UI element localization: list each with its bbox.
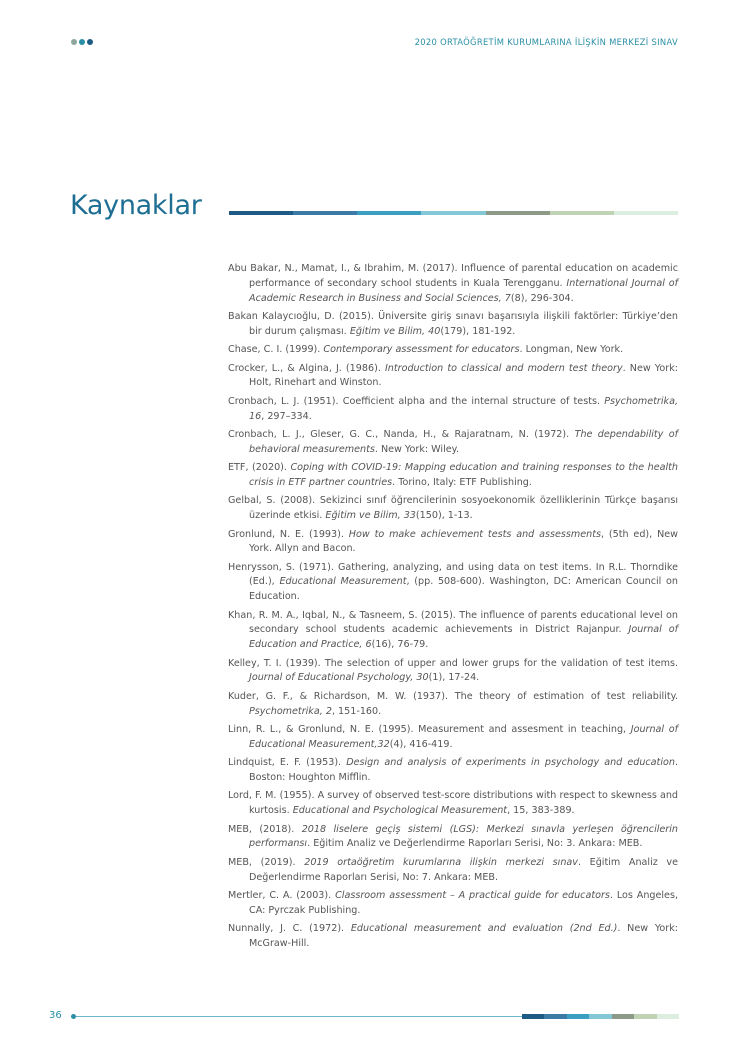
reference-item: Kuder, G. F., & Richardson, M. W. (1937). The theory of estimation of test reliability. Psychometrika, 2, 151-160. xyxy=(228,690,678,717)
header-dot xyxy=(79,39,85,45)
reference-item: Khan, R. M. A., Iqbal, N., & Tasneem, S. (2015). The influence of parents educational level on secondary school students academic achievements in District Rajanpur. Journal of Education and Practice, 6(16), 76-79. xyxy=(228,609,678,651)
running-header: 2020 ORTAÖĞRETİM KURUMLARINA İLİŞKİN MERKEZİ SINAV xyxy=(414,37,678,47)
reference-item: Cronbach, L. J. (1951). Coefficient alpha and the internal structure of tests. Psychometrika, 16, 297–334. xyxy=(228,395,678,422)
rule-segment xyxy=(486,211,550,215)
rule-segment xyxy=(229,211,293,215)
section-color-rule xyxy=(229,211,678,215)
reference-item: Nunnally, J. C. (1972). Educational measurement and evaluation (2nd Ed.). New York: McGraw-Hill. xyxy=(228,923,679,949)
header-dots xyxy=(71,39,93,45)
footer-rule-segment xyxy=(612,1014,634,1019)
footer-rule-segment xyxy=(544,1014,566,1019)
rule-segment xyxy=(421,211,485,215)
footer-rule-segment xyxy=(589,1014,611,1019)
reference-item: Bakan Kalaycıoğlu, D. (2015). Üniversite giriş sınavı başarısıyla ilişkili faktörler: Türkiye’den bir durum çalışması. Eğitim ve Bilim, 40(179), 181-192. xyxy=(228,310,678,337)
page-number: 36 xyxy=(49,1010,62,1021)
reference-item: Gelbal, S. (2008). Sekizinci sınıf öğrencilerinin sosyoekonomik özelliklerinin Türkçe başarısı üzerinde etkisi. Eğitim ve Bilim, 33(150), 1-13. xyxy=(228,495,678,522)
footer-rule-segment xyxy=(522,1014,544,1019)
footer-rule-segment xyxy=(567,1014,589,1019)
reference-item: Mertler, C. A. (2003). Classroom assessment – A practical guide for educators. Los Angeles, CA: Pyrczak Publishing. xyxy=(228,889,679,916)
reference-item: Linn, R. L., & Gronlund, N. E. (1995). Measurement and assesment in teaching, Journal of Educational Measurement,32(4), 416-419. xyxy=(228,724,679,750)
section-title: Kaynaklar xyxy=(70,190,202,221)
reference-item: ETF, (2020). Coping with COVID-19: Mapping education and training responses to the health crisis in ETF partner countries. Torino, Italy: ETF Publishing. xyxy=(228,462,678,488)
header-dot xyxy=(87,39,93,45)
rule-segment xyxy=(357,211,421,215)
rule-segment xyxy=(614,211,678,215)
reference-item: Cronbach, L. J., Gleser, G. C., Nanda, H., & Rajaratnam, N. (1972). The dependability of behavioral measurements. New York: Wiley. xyxy=(228,428,678,455)
rule-segment xyxy=(550,211,614,215)
reference-item: Lindquist, E. F. (1953). Design and analysis of experiments in psychology and education. Boston: Houghton Mifflin. xyxy=(228,757,678,784)
footer-line xyxy=(76,1016,522,1017)
reference-item: MEB, (2018). 2018 liselere geçiş sistemi (LGS): Merkezi sınavla yerleşen öğrencilerin performansı. Eğitim Analiz ve Değerlendirme Raporları Serisi, No: 3. Ankara: MEB. xyxy=(228,823,678,850)
header-dot xyxy=(71,39,77,45)
reference-item: Kelley, T. I. (1939). The selection of upper and lower grups for the validation of test items. Journal of Educational Psychology, 30(1), 17-24. xyxy=(228,657,678,684)
reference-item: Lord, F. M. (1955). A survey of observed test-score distributions with respect to skewness and kurtosis. Educational and Psychological Measurement, 15, 383-389. xyxy=(228,790,678,817)
reference-item: Crocker, L., & Algina, J. (1986). Introduction to classical and modern test theory. New York: Holt, Rinehart and Winston. xyxy=(228,362,678,389)
rule-segment xyxy=(293,211,357,215)
reference-item: Gronlund, N. E. (1993). How to make achievement tests and assessments, (5th ed), New York. Allyn and Bacon. xyxy=(228,528,678,555)
footer-rule-segment xyxy=(634,1014,656,1019)
reference-item: Henrysson, S. (1971). Gathering, analyzing, and using data on test items. In R.L. Thorndike (Ed.), Educational Measurement, (pp. 508-600). Washington, DC: American Council on Education. xyxy=(228,561,678,603)
reference-list xyxy=(228,262,678,955)
footer-color-rule xyxy=(522,1014,679,1019)
reference-item: Abu Bakar, N., Mamat, I., & Ibrahim, M. (2017). Influence of parental education on academic performance of secondary school students in Kuala Terengganu. International Journal of Academic Research in Business and Social Sciences, 7(8), 296-304. xyxy=(228,263,678,304)
reference-item: Chase, C. I. (1999). Contemporary assessment for educators. Longman, New York. xyxy=(228,344,624,356)
reference-item: MEB, (2019). 2019 ortaöğretim kurumlarına ilişkin merkezi sınav. Eğitim Analiz ve Değerlendirme Raporları Serisi, No: 7. Ankara: MEB. xyxy=(228,856,678,883)
footer-rule-segment xyxy=(657,1014,679,1019)
